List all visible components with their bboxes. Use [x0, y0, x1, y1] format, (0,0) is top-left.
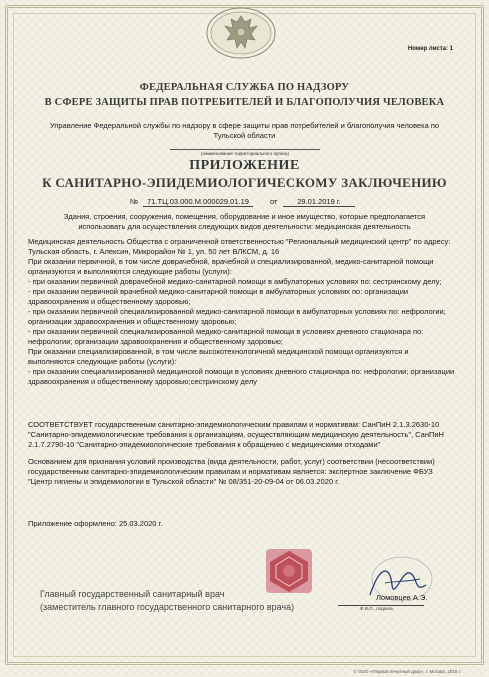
conclusion-date: 29.01.2019 г.: [283, 197, 355, 207]
signature-caption: Ф.И.О., подпись: [360, 606, 394, 611]
signatory-title: [40, 588, 320, 614]
signatory-title-line1: Главный государственный санитарный врач: [40, 589, 225, 599]
signatory-name: Ломовцев А.Э.: [376, 593, 428, 602]
sheet-number: Номер листа: 1: [407, 46, 453, 52]
document-subtitle: К САНИТАРНО-ЭПИДЕМИОЛОГИЧЕСКОМУ ЗАКЛЮЧЕНИЮ: [42, 175, 447, 190]
issue-date: Приложение оформлено: 25.03.2020 г.: [28, 519, 163, 528]
agency-name-line1: ФЕДЕРАЛЬНАЯ СЛУЖБА ПО НАДЗОРУ: [139, 82, 350, 93]
number-label: №: [130, 197, 139, 206]
activity-paragraph: - при оказании первичной врачебной медико-санитарной помощи в амбулаторных условиях по: организации здравоохранения и общественному здоровью;: [28, 287, 409, 306]
basis-statement: Основанием для признания условий производства (вида деятельности, работ, услуг) соответствии (несоответствии) государственным санитарно-эпидемиологическим правилам и нормативам является: экспертное заключение ФБУЗ "Центр гигиены и эпидемиологии в Тульской области" № 08/351-20-09-04 от 06.03.2020 г.: [28, 457, 435, 486]
compliance-statement: СООТВЕТСТВУЕТ государственным санитарно-эпидемиологическим правилам и нормативам: СанПиН 2.1.3.2630-10 "Санитарно-эпидемиологические требования к организациям, осуществляющим медицинскую деятельность", СанПиН 2.1.7.2790-10 "Санитарно-эпидемиологические требования к обращению с медицинскими отходами": [28, 420, 444, 449]
agency-name-line2: В СФЕРЕ ЗАЩИТЫ ПРАВ ПОТРЕБИТЕЛЕЙ И БЛАГОПОЛУЧИЯ ЧЕЛОВЕКА: [44, 97, 445, 108]
activity-description: [28, 237, 456, 387]
activity-paragraph: При оказании специализированной, в том числе высокотехнологичной медицинской помощи организуются и выполняются следующие работы (услуги):: [28, 347, 409, 366]
activity-paragraph: - при оказании первичной доврачебной медико-санитарной помощи в амбулаторных условиях по: сестринскому делу;: [28, 277, 442, 286]
coat-of-arms-emblem: [205, 6, 277, 60]
department-caption: (наименование территориального органа): [170, 149, 320, 156]
date-label: от: [270, 197, 278, 206]
conclusion-number: 71.ТЦ.03.000.М.000029.01.19: [143, 197, 253, 207]
activity-paragraph: - при оказании первичной специализированной медико-санитарной помощи в амбулаторных условиях по: нефрологии; организации здравоохранения и общественному здоровью;: [28, 307, 446, 326]
activity-paragraph: При оказании первичной, в том числе доврачебной, врачебной и специализированной, медико-санитарной помощи организуются и выполняются следующие работы (услуги):: [28, 257, 434, 276]
intro-text: Здания, строения, сооружения, помещения, оборудование и иное имущество, которые предполагается использовать для осуществления следующих видов деятельности: медицинская деятельность: [63, 212, 426, 231]
activity-paragraph: - при оказании первичной специализированной медико-санитарной помощи в условиях дневного стационара по: нефрологии; организации здравоохранения и общественному здоровью;: [28, 327, 424, 346]
activity-paragraph: Медицинская деятельность Общества с ограниченной ответственностью "Региональный медицинский центр" по адресу: Тульская область, г. Алексин, Микрорайон № 1, ул. 50 лет ВЛКСМ, д. 16: [28, 237, 451, 256]
territorial-department: Управление Федеральной службы по надзору в сфере защиты прав потребителей и благополучия человека по Тульской области: [49, 121, 440, 140]
activity-paragraph: - при оказании специализированной медицинской помощи в условиях дневного стационара по: нефрологии; организации здравоохранения и общественному здоровью;сестринскому делу: [28, 367, 455, 386]
printer-footer: © ООО «Первый печатный двор», г. Москва, 2019 г.: [353, 669, 461, 674]
document-title: ПРИЛОЖЕНИЕ: [189, 158, 300, 173]
signatory-title-line2: (заместитель главного государственного санитарного врача): [40, 602, 295, 612]
